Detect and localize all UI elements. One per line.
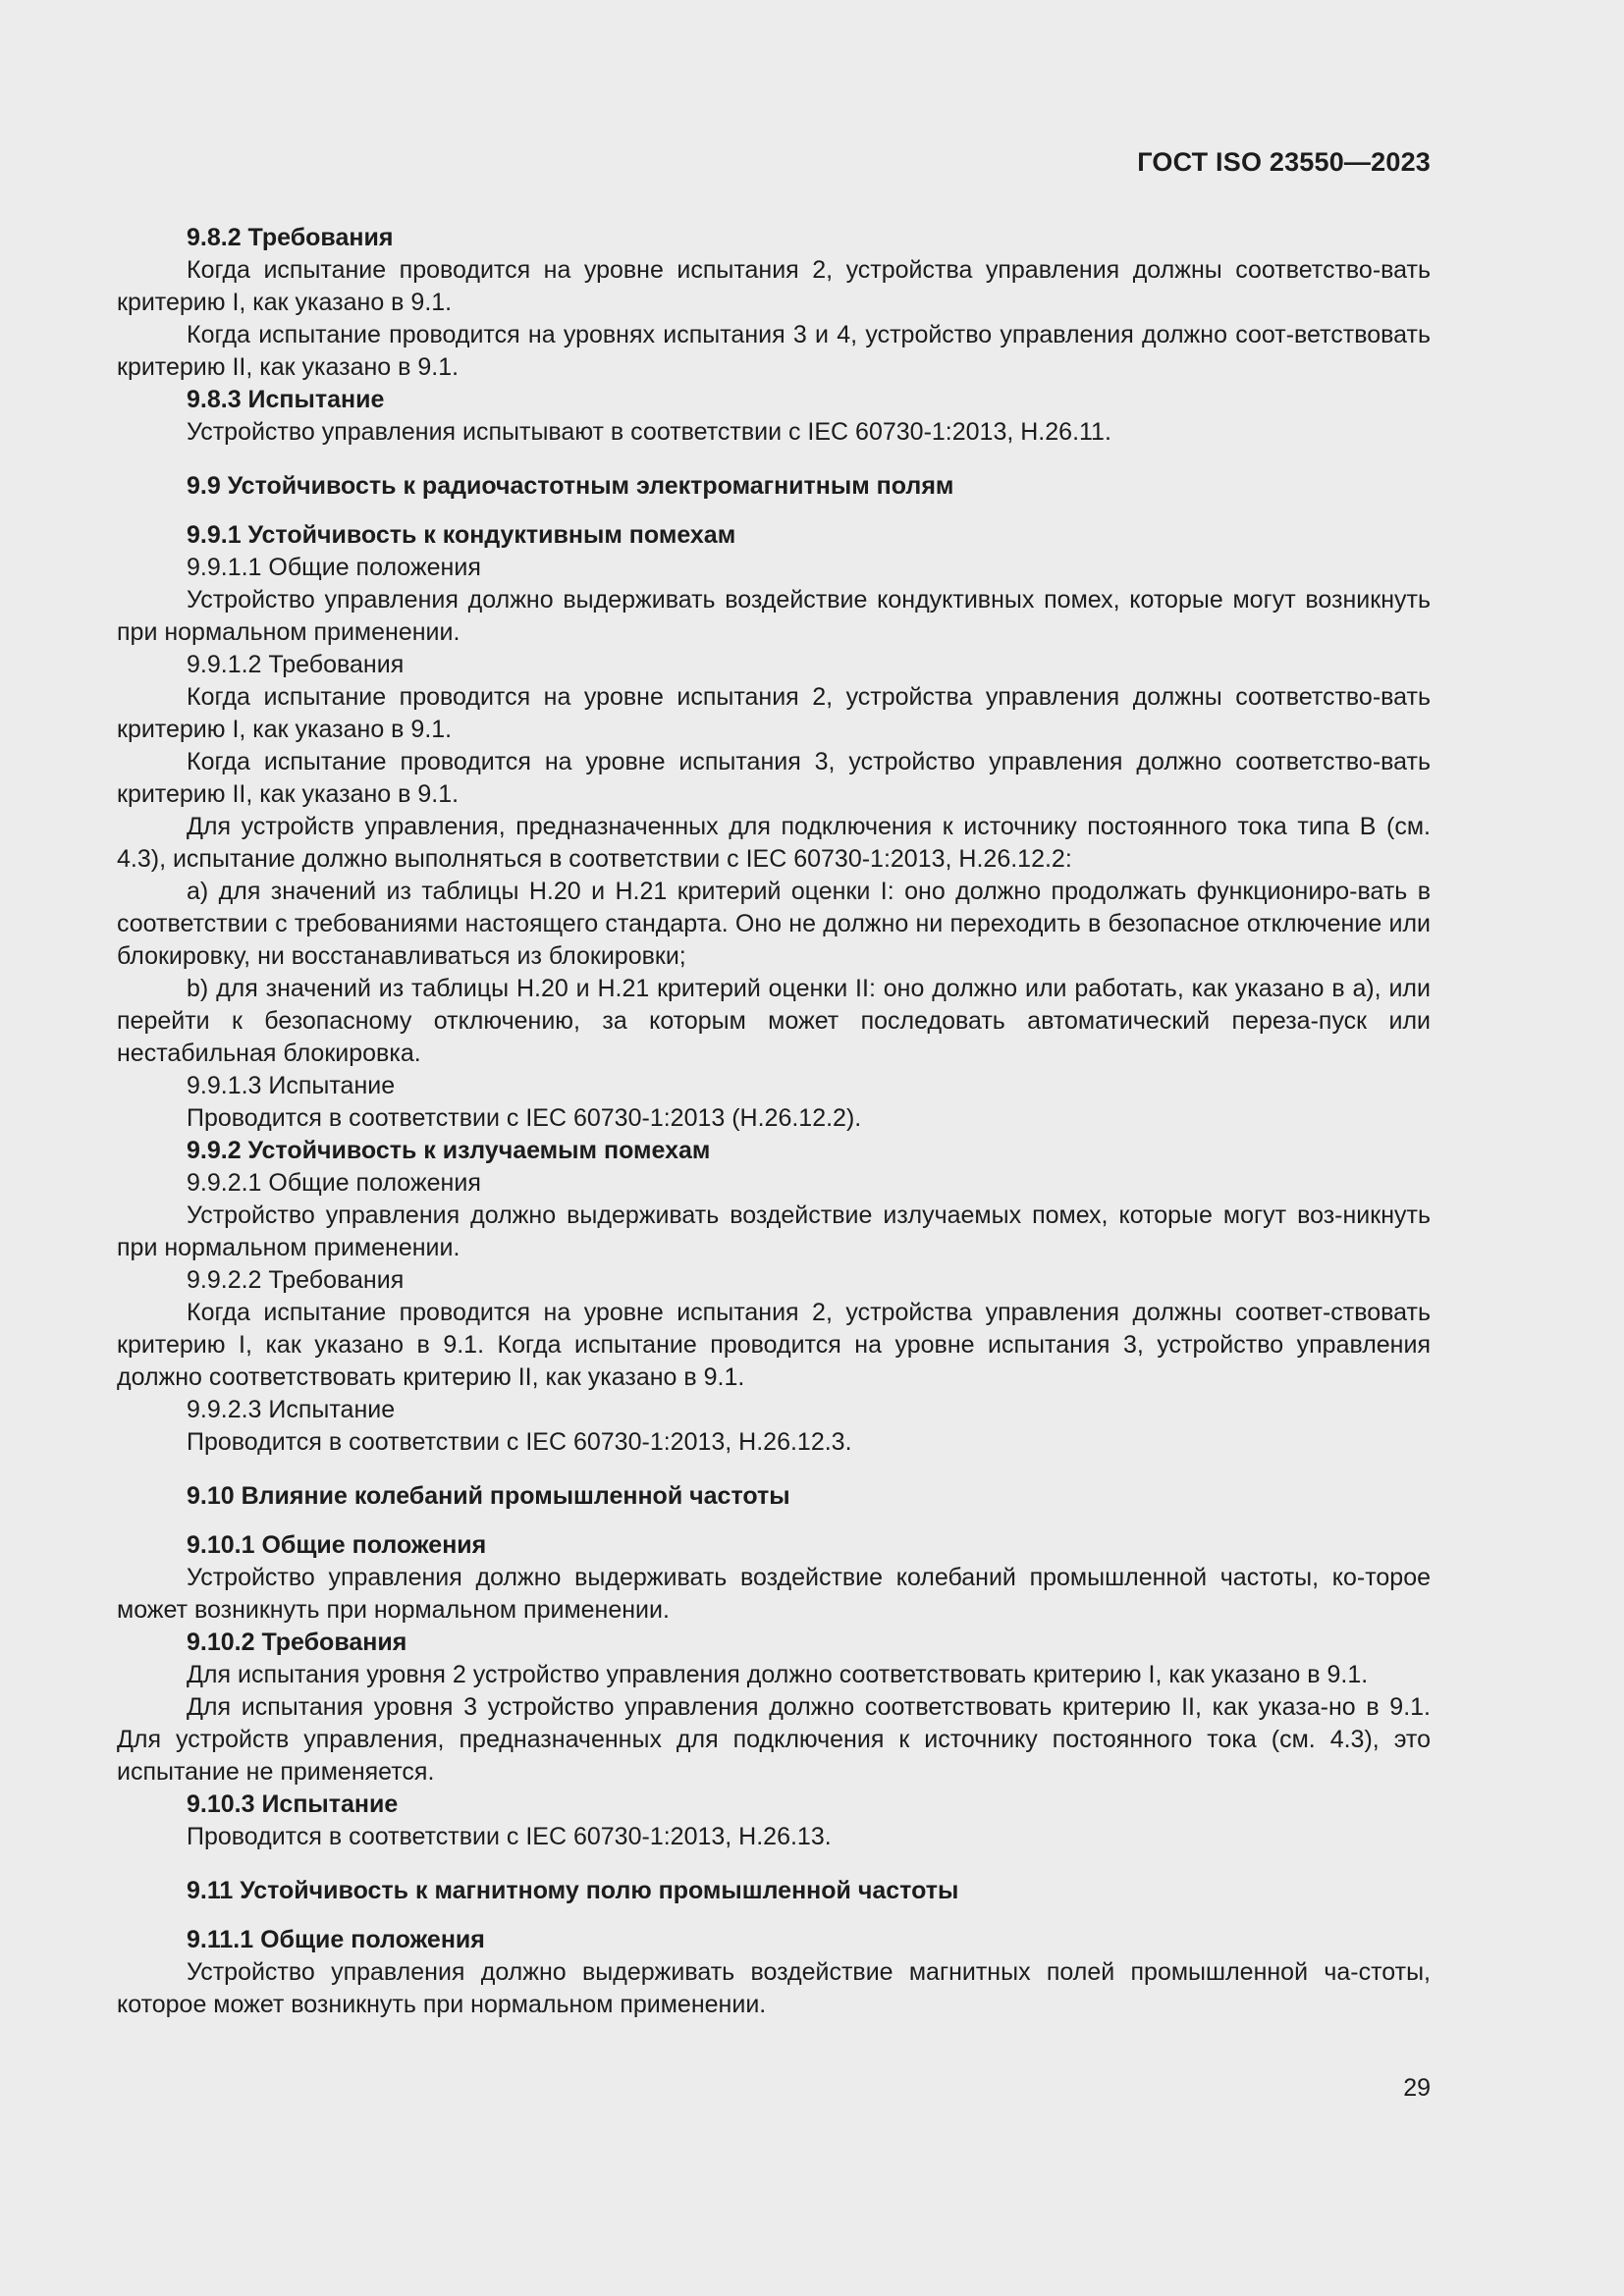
section-heading-9-9-1-2: 9.9.1.2 Требования	[187, 651, 405, 678]
paragraph: Проводится в соответствии с IEC 60730-1:2013 (Н.26.12.2).	[187, 1104, 862, 1132]
section-heading-9-9-2-2: 9.9.2.2 Требования	[187, 1266, 405, 1294]
paragraph: Когда испытание проводится на уровне испытания 2, устройства управления должны соответ-ствовать критерию I, как указано в 9.1. Когда испытание проводится на уровне испытания 3, устройство управления должно соответствовать критерию II, как указано в 9.1.	[117, 1299, 1431, 1391]
section-heading-9-10-3: 9.10.3 Испытание	[187, 1790, 399, 1818]
paragraph: Проводится в соответствии с IEC 60730-1:2013, Н.26.12.3.	[187, 1428, 852, 1456]
paragraph: Когда испытание проводится на уровне испытания 2, устройства управления должны соответство-вать критерию I, как указано в 9.1.	[117, 256, 1431, 316]
paragraph: Устройство управления должно выдерживать воздействие излучаемых помех, которые могут воз-никнуть при нормальном применении.	[117, 1201, 1431, 1261]
section-heading-9-9-1: 9.9.1 Устойчивость к кондуктивным помехам	[187, 521, 736, 549]
paragraph: Устройство управления должно выдерживать воздействие колебаний промышленной частоты, ко-торое может возникнуть при нормальном применении.	[117, 1564, 1431, 1624]
paragraph: Когда испытание проводится на уровне испытания 2, устройства управления должны соответство-вать критерию I, как указано в 9.1.	[117, 683, 1431, 743]
section-heading-9-9: 9.9 Устойчивость к радиочастотным электромагнитным полям	[187, 472, 954, 500]
section-heading-9-9-1-1: 9.9.1.1 Общие положения	[187, 554, 481, 581]
section-heading-9-8-3: 9.8.3 Испытание	[187, 386, 385, 413]
paragraph: Устройство управления испытывают в соответствии с IEC 60730-1:2013, Н.26.11.	[187, 418, 1111, 446]
page-number: 29	[1403, 2074, 1431, 2102]
paragraph: Устройство управления должно выдерживать воздействие магнитных полей промышленной ча-стоты, которое может возникнуть при нормальном применении.	[117, 1958, 1431, 2018]
document-page	[117, 0, 1431, 2296]
paragraph: Проводится в соответствии с IEC 60730-1:2013, Н.26.13.	[187, 1823, 832, 1850]
paragraph: Для устройств управления, предназначенных для подключения к источнику постоянного тока типа В (см. 4.3), испытание должно выполняться в соответствии с IEC 60730-1:2013, Н.26.12.2:	[117, 813, 1431, 873]
section-heading-9-9-2-1: 9.9.2.1 Общие положения	[187, 1169, 481, 1197]
standard-header: ГОСТ ISO 23550—2023	[1137, 147, 1431, 177]
section-heading-9-10-2: 9.10.2 Требования	[187, 1629, 407, 1656]
section-heading-9-9-2-3: 9.9.2.3 Испытание	[187, 1396, 396, 1423]
section-heading-9-9-2: 9.9.2 Устойчивость к излучаемым помехам	[187, 1137, 711, 1164]
list-item-b: b) для значений из таблицы Н.20 и Н.21 критерий оценки II: оно должно или работать, как указано в а), или перейти к безопасному отключению, за которым может последовать автоматический переза-пуск или нестабильная блокировка.	[117, 975, 1431, 1067]
section-heading-9-10: 9.10 Влияние колебаний промышленной частоты	[187, 1482, 790, 1510]
paragraph: Когда испытание проводится на уровнях испытания 3 и 4, устройство управления должно соот-ветствовать критерию II, как указано в 9.1.	[117, 321, 1431, 381]
section-heading-9-9-1-3: 9.9.1.3 Испытание	[187, 1072, 396, 1099]
section-heading-9-11: 9.11 Устойчивость к магнитному полю промышленной частоты	[187, 1877, 959, 1904]
section-heading-9-11-1: 9.11.1 Общие положения	[187, 1926, 485, 1953]
document-body	[117, 222, 1431, 2021]
paragraph: Когда испытание проводится на уровне испытания 3, устройство управления должно соответство-вать критерию II, как указано в 9.1.	[117, 748, 1431, 808]
section-heading-9-8-2: 9.8.2 Требования	[187, 224, 394, 251]
section-heading-9-10-1: 9.10.1 Общие положения	[187, 1531, 487, 1559]
list-item-a: a) для значений из таблицы Н.20 и Н.21 критерий оценки I: оно должно продолжать функциониро-вать в соответствии с требованиями настоящего стандарта. Оно не должно ни переходить в безопасное отключение или блокировку, ни восстанавливаться из блокировки;	[117, 878, 1431, 970]
paragraph: Для испытания уровня 3 устройство управления должно соответствовать критерию II, как указа-но в 9.1. Для устройств управления, предназначенных для подключения к источнику постоянного тока (см. 4.3), это испытание не применяется.	[117, 1693, 1431, 1786]
paragraph: Для испытания уровня 2 устройство управления должно соответствовать критерию I, как указано в 9.1.	[187, 1661, 1369, 1688]
paragraph: Устройство управления должно выдерживать воздействие кондуктивных помех, которые могут возникнуть при нормальном применении.	[117, 586, 1431, 646]
